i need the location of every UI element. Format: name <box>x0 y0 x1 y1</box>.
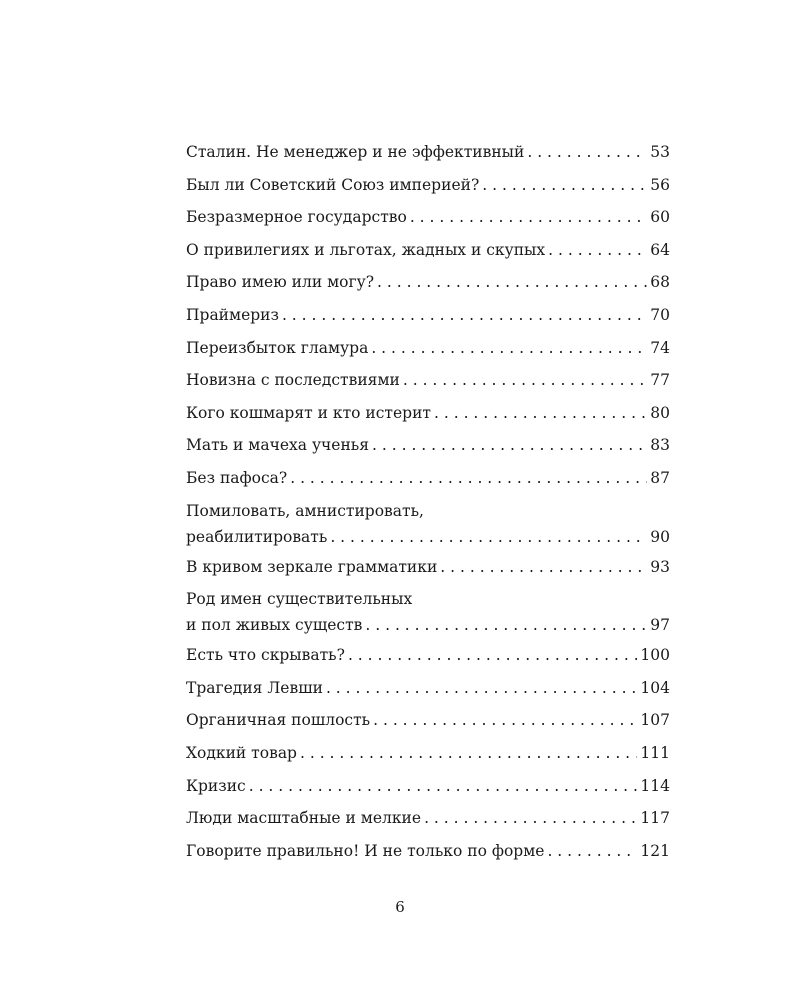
toc-entry <box>186 201 670 234</box>
toc-entry-title: Новизна с последствиями <box>186 371 400 390</box>
dot-leader <box>482 169 647 202</box>
toc-entry-title: Кого кошмарят и кто истерит <box>186 403 432 422</box>
toc-entry-page: 56 <box>650 175 670 194</box>
toc-entry-page: 114 <box>640 776 670 795</box>
toc-entry-title: В кривом зеркале грамматики <box>186 557 438 576</box>
toc-entry-title: Без пафоса? <box>186 468 288 487</box>
toc-entry <box>186 332 670 365</box>
toc-entry <box>186 299 670 332</box>
dot-leader <box>403 364 647 397</box>
toc-entry-title: Люди масштабные и мелкие <box>186 809 422 828</box>
toc-entry-page: 97 <box>650 616 670 635</box>
dot-leader <box>326 672 637 705</box>
toc-entry-page: 117 <box>640 809 670 828</box>
toc-entry-title: Говорите правильно! И не только по форме <box>186 841 545 860</box>
toc-entry-page: 104 <box>640 678 670 697</box>
toc-entry <box>186 234 670 267</box>
toc-entry <box>186 835 670 868</box>
toc-entry-title: Ходкий товар <box>186 743 297 762</box>
toc-entry-page: 53 <box>650 143 670 161</box>
toc-entry-title: Мать и мачеха ученья <box>186 436 370 455</box>
dot-leader <box>348 639 637 672</box>
toc-entry-title: Кризис <box>186 776 246 795</box>
dot-leader <box>365 611 647 639</box>
dot-leader <box>249 770 638 803</box>
dot-leader <box>282 299 647 332</box>
toc-entry <box>186 429 670 462</box>
toc-entry <box>186 704 670 737</box>
toc-entry-title: Безразмерное государство <box>186 208 407 227</box>
toc-entry <box>186 802 670 835</box>
toc-entry-page: 74 <box>650 338 670 357</box>
toc-entry-page: 111 <box>640 743 670 762</box>
toc-entry-title: О привилегиях и льготах, жадных и скупых <box>186 240 546 259</box>
dot-leader <box>300 737 637 770</box>
dot-leader <box>548 234 647 267</box>
toc-entry <box>186 169 670 202</box>
dot-leader <box>290 462 647 495</box>
toc-entry <box>186 587 670 639</box>
toc-entry-page: 100 <box>640 646 670 665</box>
toc-entry <box>186 266 670 299</box>
toc-entry-page: 107 <box>640 711 670 730</box>
dot-leader <box>410 201 647 234</box>
toc-entry-title-line2: и пол живых существ <box>186 616 363 635</box>
toc-entry <box>186 462 670 495</box>
toc-entry-page: 70 <box>650 305 670 324</box>
toc-entry-title: Органичная пошлость <box>186 711 371 730</box>
toc-entry-title: Есть что скрывать? <box>186 646 345 665</box>
dot-leader <box>440 551 647 584</box>
toc-entry-page: 90 <box>650 527 670 546</box>
toc-entry <box>186 397 670 430</box>
toc-entry <box>186 364 670 397</box>
toc-entry-page: 77 <box>650 371 670 390</box>
toc-entry <box>186 672 670 705</box>
toc-entry-title: Трагедия Левши <box>186 678 323 697</box>
page-number: 6 <box>395 898 405 916</box>
toc-entry-page: 83 <box>650 436 670 455</box>
toc-entry <box>186 499 670 551</box>
dot-leader <box>372 429 647 462</box>
toc-entry-title-line2: реабилитировать <box>186 527 328 546</box>
dot-leader <box>373 704 637 737</box>
toc-entry <box>186 737 670 770</box>
dot-leader <box>527 136 647 169</box>
toc-entry-title: Право имею или могу? <box>186 273 375 292</box>
dot-leader <box>377 266 647 299</box>
toc-entry-title: Сталин. Не менеджер и не эффективный <box>186 143 525 161</box>
toc-entry-title: Был ли Советский Союз империей? <box>186 175 480 194</box>
toc-entry-page: 93 <box>650 557 670 576</box>
toc-entry-page: 87 <box>650 468 670 487</box>
toc-entry-page: 60 <box>650 208 670 227</box>
toc-entry-title: Праймериз <box>186 305 279 324</box>
dot-leader <box>434 397 647 430</box>
toc-entry <box>186 639 670 672</box>
toc-entry-title-line1: Род имен существительных <box>186 590 413 609</box>
toc-entry <box>186 136 670 169</box>
toc-entry-title-line1: Помиловать, амнистировать, <box>186 501 424 520</box>
toc-entry <box>186 770 670 803</box>
table-of-contents <box>186 136 670 867</box>
toc-entry-page: 121 <box>640 841 670 860</box>
toc-entry-page: 68 <box>650 273 670 292</box>
dot-leader <box>424 802 637 835</box>
dot-leader <box>371 332 647 365</box>
dot-leader <box>330 523 647 551</box>
toc-entry-page: 64 <box>650 240 670 259</box>
toc-entry <box>186 551 670 584</box>
toc-entry-title: Переизбыток гламура <box>186 338 369 357</box>
toc-entry-page: 80 <box>650 403 670 422</box>
dot-leader <box>547 835 637 868</box>
